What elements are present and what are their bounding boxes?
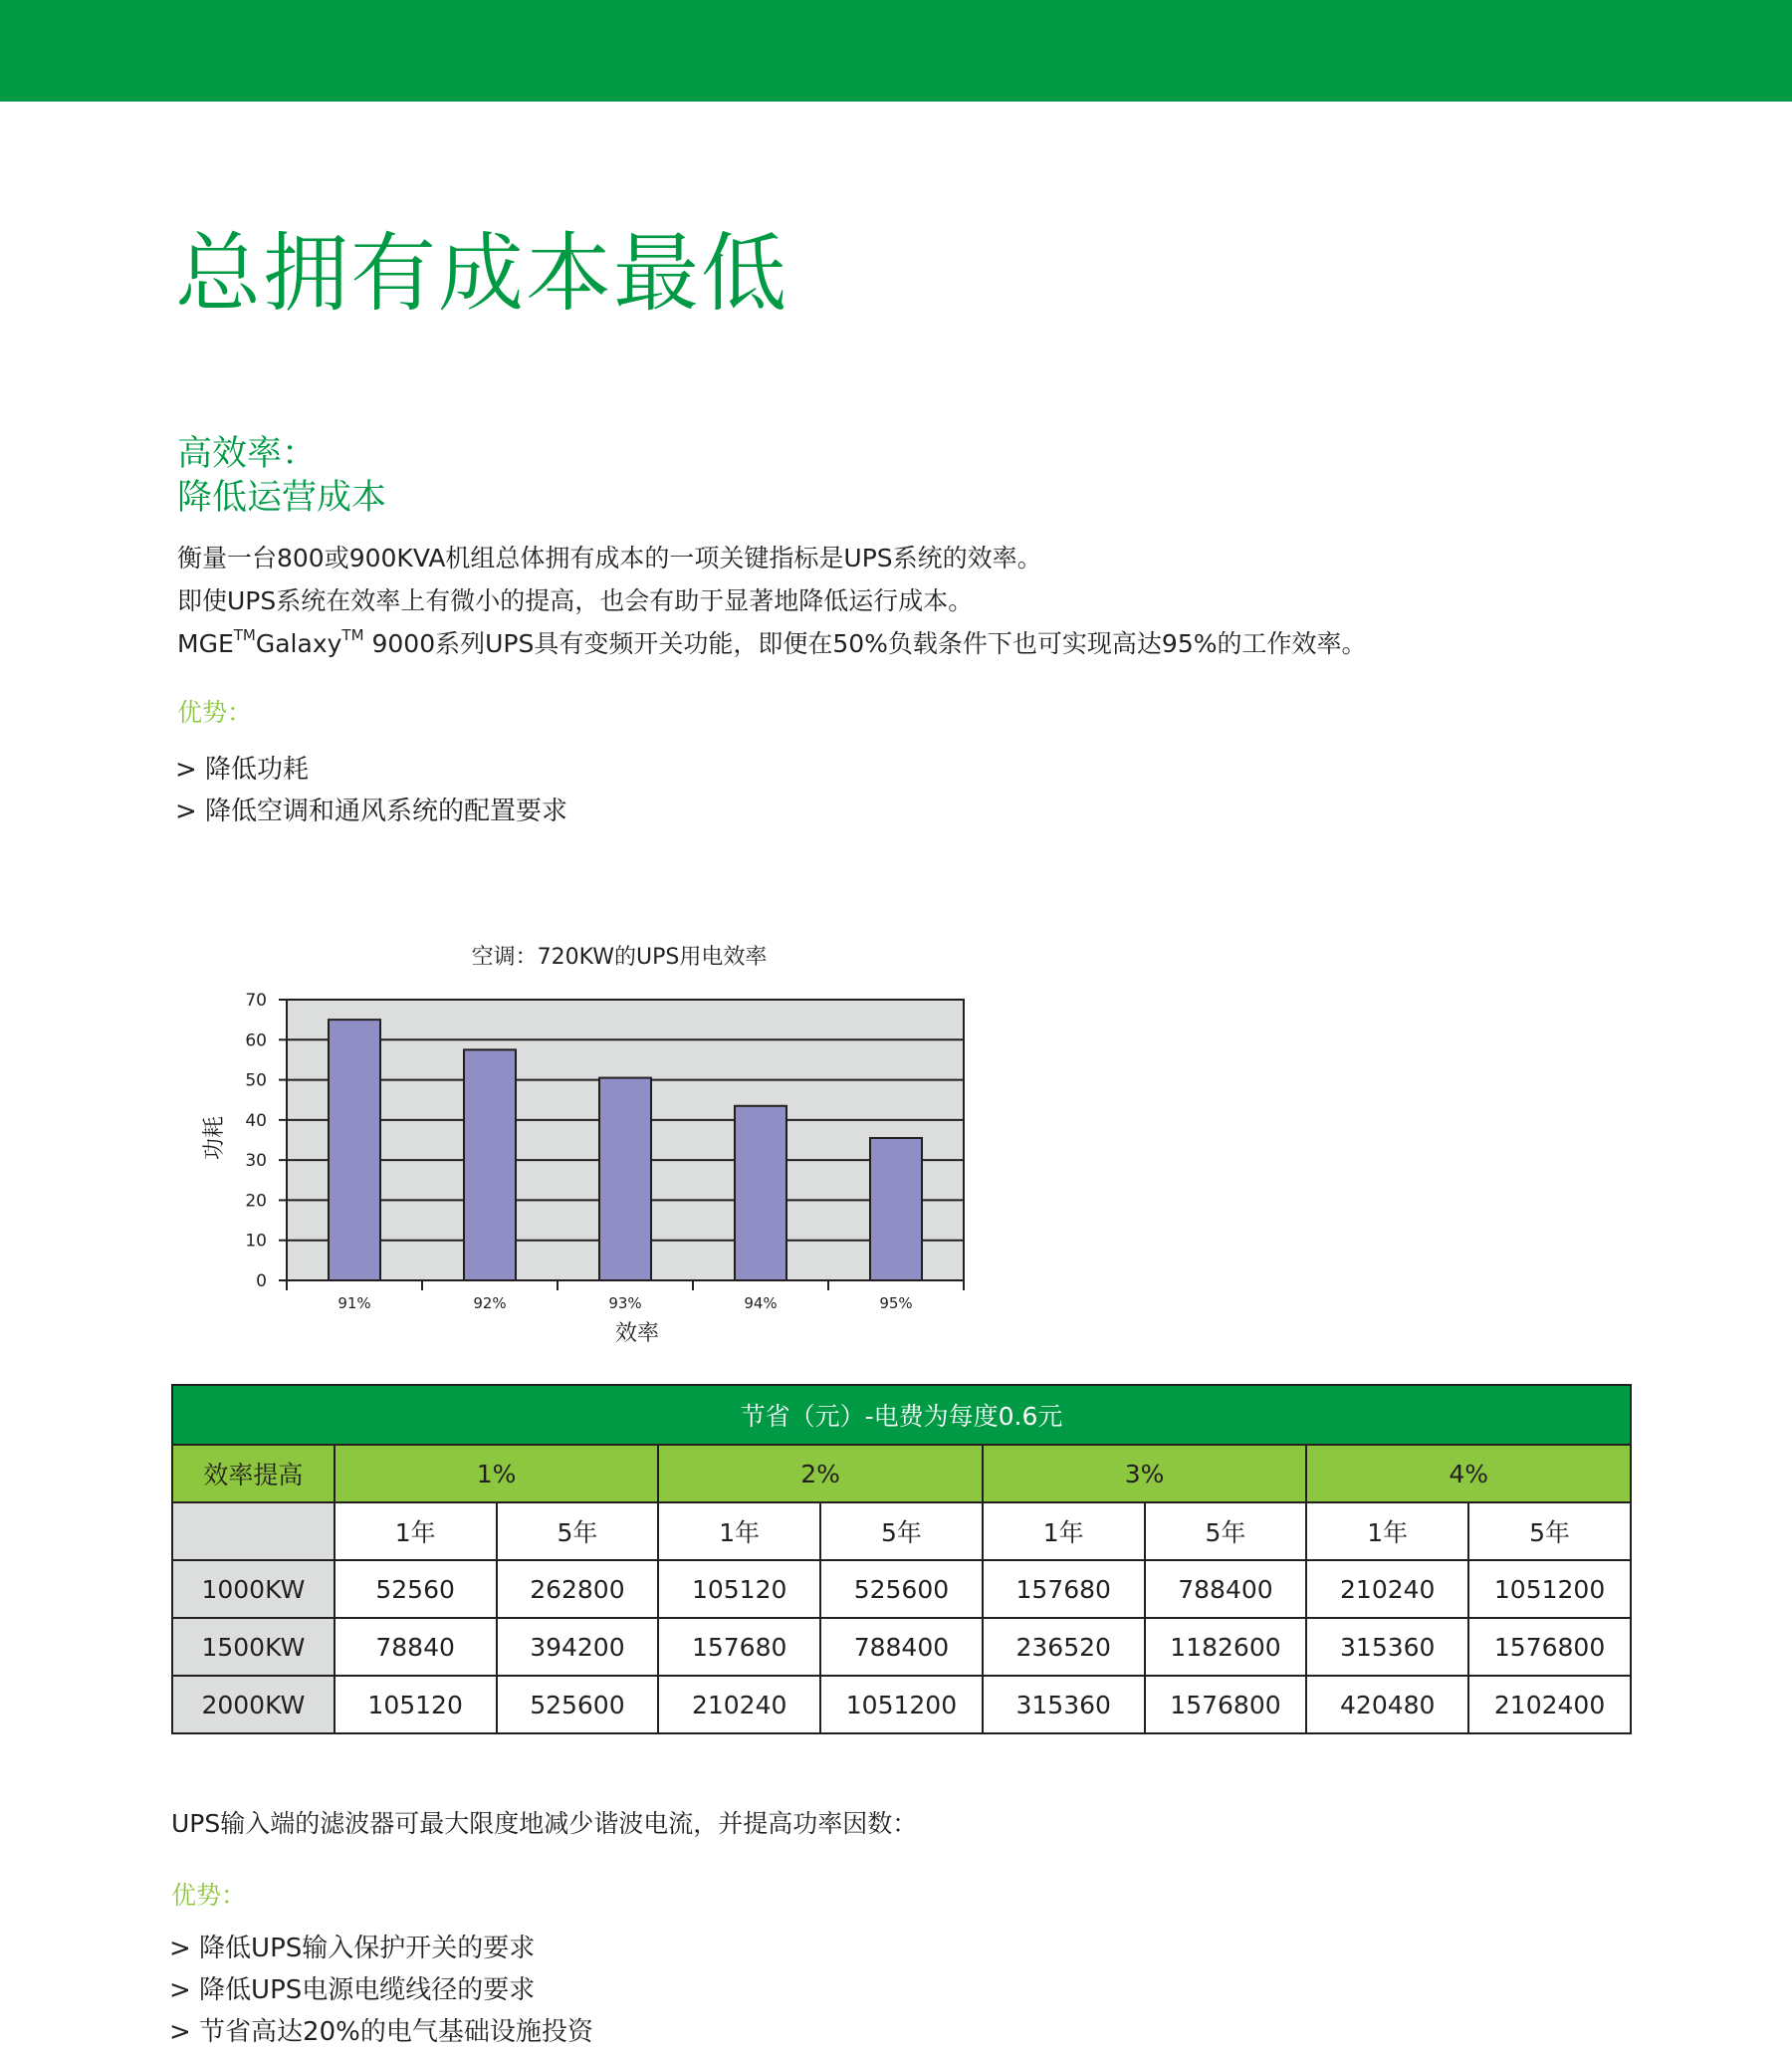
advantages-list xyxy=(175,749,567,832)
table-cell: 210240 xyxy=(658,1676,820,1733)
table-cell: 394200 xyxy=(497,1618,659,1676)
advantage-item: > 节省高达20%的电气基础设施投资 xyxy=(169,2017,593,2047)
advantage-item: > 降低空调和通风系统的配置要求 xyxy=(175,797,568,826)
table-cell: 210240 xyxy=(1306,1560,1468,1618)
table-cell: 525600 xyxy=(820,1560,983,1618)
intro-line-3-rest: 9000系列UPS具有变频开关功能，即便在50%负载条件下也可实现高达95%的工作效率。 xyxy=(363,629,1367,658)
table-cell: 1576800 xyxy=(1145,1676,1307,1733)
row-label: 1000KW xyxy=(172,1560,335,1618)
table-cell: 420480 xyxy=(1306,1676,1468,1733)
y-tick-label: 70 xyxy=(245,991,267,1011)
y-axis-ticks xyxy=(245,991,287,1291)
table-cell: 525600 xyxy=(497,1676,659,1733)
brand-mge: MGE xyxy=(177,629,234,658)
row-label: 1500KW xyxy=(172,1618,335,1676)
bar xyxy=(464,1049,516,1280)
table-title: 节省（元）-电费为每度0.6元 xyxy=(172,1385,1631,1445)
table-cell: 78840 xyxy=(335,1618,497,1676)
table-cell: 788400 xyxy=(820,1618,983,1676)
brand-galaxy: Galaxy xyxy=(255,629,342,658)
percent-header: 1% xyxy=(335,1445,659,1502)
y-tick-label: 20 xyxy=(245,1191,267,1212)
table-cell: 1051200 xyxy=(1468,1560,1631,1618)
table-row-header: 效率提高 xyxy=(172,1445,335,1502)
section-heading xyxy=(177,432,386,520)
table-row xyxy=(172,1560,1631,1618)
table-row xyxy=(172,1676,1631,1733)
x-tick-label: 95% xyxy=(879,1294,913,1312)
table-cell: 315360 xyxy=(983,1676,1145,1733)
year-header: 1年 xyxy=(658,1502,820,1560)
y-tick-label: 40 xyxy=(245,1110,267,1131)
percent-header: 3% xyxy=(983,1445,1307,1502)
year-header: 1年 xyxy=(983,1502,1145,1560)
advantage-item: > 降低UPS输入保护开关的要求 xyxy=(169,1934,536,1963)
y-tick-label: 0 xyxy=(256,1271,267,1291)
table-cell: 52560 xyxy=(335,1560,497,1618)
advantage-item: > 降低UPS电源电缆线径的要求 xyxy=(169,1975,536,2005)
x-tick-label: 93% xyxy=(608,1294,642,1312)
x-axis-label: 效率 xyxy=(614,1321,660,1346)
table-header-year-row xyxy=(172,1502,1631,1560)
advantages-label: 优势： xyxy=(177,698,253,727)
table-cell: 105120 xyxy=(658,1560,820,1618)
table-cell: 1051200 xyxy=(820,1676,983,1733)
bar xyxy=(599,1078,651,1280)
efficiency-chart-svg xyxy=(179,941,996,1359)
year-header: 5年 xyxy=(497,1502,659,1560)
x-tick-label: 91% xyxy=(337,1294,371,1312)
empty-corner-cell xyxy=(172,1502,335,1560)
table-cell: 105120 xyxy=(335,1676,497,1733)
savings-table xyxy=(171,1384,1632,1734)
table-cell: 262800 xyxy=(497,1560,659,1618)
y-tick-label: 60 xyxy=(245,1030,267,1051)
table-header-percent-row xyxy=(172,1445,1631,1502)
year-header: 1年 xyxy=(1306,1502,1468,1560)
bar xyxy=(329,1020,380,1280)
section-heading-line-1: 高效率： xyxy=(177,434,318,474)
year-header: 5年 xyxy=(1468,1502,1631,1560)
table-cell: 236520 xyxy=(983,1618,1145,1676)
advantages-label: 优势： xyxy=(171,1881,247,1910)
intro-line-1: 衡量一台800或900KVA机组总体拥有成本的一项关键指标是UPS系统的效率。 xyxy=(177,544,1042,572)
chart-title: 空调：720KW的UPS用电效率 xyxy=(471,945,768,970)
intro-paragraph xyxy=(177,537,1366,665)
table-cell: 1576800 xyxy=(1468,1618,1631,1676)
advantage-item: > 降低功耗 xyxy=(175,755,310,785)
section-heading-line-2: 降低运营成本 xyxy=(177,478,387,518)
trademark-mark: TM xyxy=(233,626,256,644)
year-header: 5年 xyxy=(1145,1502,1307,1560)
table-cell: 157680 xyxy=(658,1618,820,1676)
x-tick-label: 94% xyxy=(744,1294,778,1312)
table-cell: 1182600 xyxy=(1145,1618,1307,1676)
efficiency-chart xyxy=(179,941,996,1359)
y-tick-label: 50 xyxy=(245,1070,267,1091)
row-label: 2000KW xyxy=(172,1676,335,1733)
trademark-mark: TM xyxy=(341,626,364,644)
year-header: 5年 xyxy=(820,1502,983,1560)
intro-line-3 xyxy=(177,622,1366,665)
filter-paragraph: UPS输入端的滤波器可最大限度地减少谐波电流，并提高功率因数： xyxy=(171,1809,918,1838)
page-title: 总拥有成本最低 xyxy=(175,224,788,324)
table-row xyxy=(172,1618,1631,1676)
table-cell: 788400 xyxy=(1145,1560,1307,1618)
table-cell: 2102400 xyxy=(1468,1676,1631,1733)
x-tick-label: 92% xyxy=(473,1294,507,1312)
bar xyxy=(870,1138,922,1280)
y-tick-label: 10 xyxy=(245,1231,267,1252)
table-cell: 315360 xyxy=(1306,1618,1468,1676)
x-axis-ticks xyxy=(287,1280,964,1312)
top-brand-bar xyxy=(0,0,1792,102)
percent-header: 2% xyxy=(658,1445,983,1502)
advantages-list xyxy=(169,1928,593,2053)
y-tick-label: 30 xyxy=(245,1151,267,1172)
intro-line-2: 即使UPS系统在效率上有微小的提高，也会有助于显著地降低运行成本。 xyxy=(177,586,974,615)
percent-header: 4% xyxy=(1306,1445,1631,1502)
year-header: 1年 xyxy=(335,1502,497,1560)
bar xyxy=(735,1106,786,1280)
y-axis-label: 功耗 xyxy=(202,1115,227,1161)
table-cell: 157680 xyxy=(983,1560,1145,1618)
